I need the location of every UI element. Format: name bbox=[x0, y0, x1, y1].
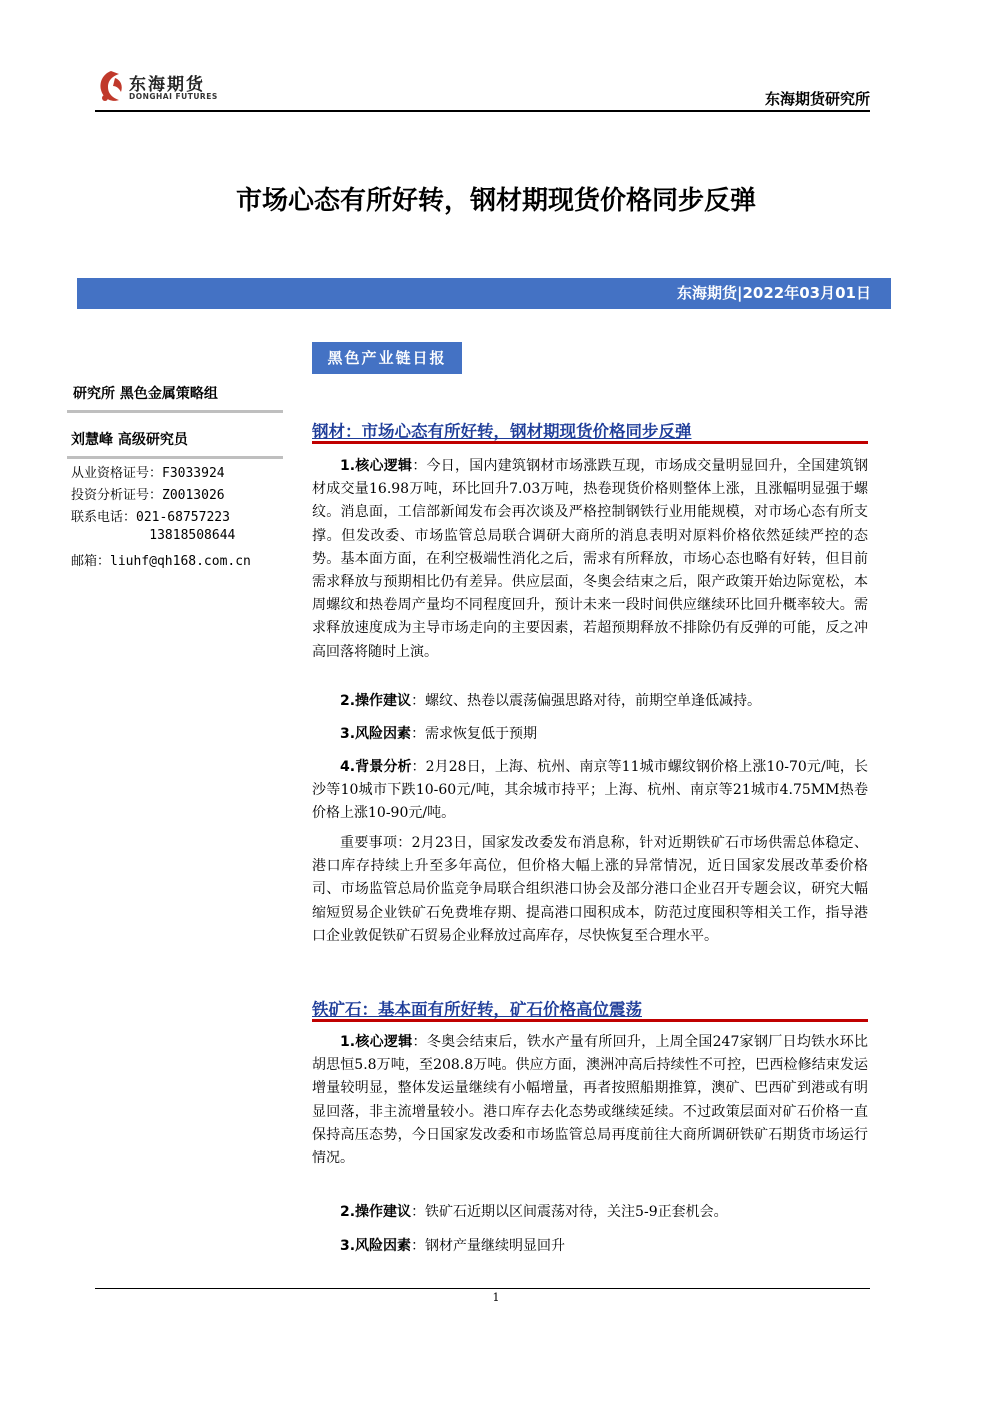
paragraph-risk bbox=[312, 723, 868, 746]
analysis-license: 投资分析证号：Z0013026 bbox=[71, 488, 225, 503]
date-banner bbox=[77, 278, 891, 309]
sidebar-divider bbox=[67, 456, 283, 459]
mobile-number: 13818508644 bbox=[71, 528, 236, 543]
paragraph-core-logic bbox=[312, 1031, 868, 1170]
section-divider bbox=[312, 441, 868, 444]
paragraph-important-events bbox=[312, 832, 868, 948]
report-type-tag: 黑色产业链日报 bbox=[312, 342, 462, 374]
paragraph-operation bbox=[312, 1201, 868, 1224]
paragraph-background bbox=[312, 756, 868, 826]
paragraph-risk bbox=[312, 1235, 868, 1258]
section-divider bbox=[312, 1019, 868, 1022]
report-date: 东海期货|2022年03月01日 bbox=[677, 284, 871, 302]
paragraph-label: 4.背景分析 bbox=[340, 759, 412, 775]
paragraph-core-logic bbox=[312, 455, 868, 664]
paragraph-text: ：冬奥会结束后，铁水产量有所回升，上周全国247家钢厂日均铁水环比胡思恒5.8万吨，至208.8万吨。供应方面，澳洲冲高后持续性不可控，巴西检修结束发运增量较明显，整体发运量继续有小幅增量，再者按照船期推算，澳矿、巴西矿到港或有明显回落，非主流增量较小。港口库存去化态势或继续延续。不过政策层面对矿石价格一直保持高压态势，今日国家发改委和市场监管总局再度前往大商所调研铁矿石期货市场运行情况。 bbox=[312, 1034, 868, 1167]
section-heading-iron-ore: 铁矿石：基本面有所好转，矿石价格高位震荡 bbox=[312, 1000, 642, 1019]
paragraph-text: ：需求恢复低于预期 bbox=[411, 726, 538, 742]
phone-number: 联系电话：021-68757223 bbox=[71, 510, 230, 525]
paragraph-label: 1.核心逻辑 bbox=[340, 1034, 413, 1050]
logo-text-cn: 东海期货 bbox=[129, 75, 205, 95]
sidebar-divider bbox=[67, 410, 283, 413]
page-number: 1 bbox=[492, 1291, 500, 1304]
paragraph-label: 1.核心逻辑 bbox=[340, 458, 413, 474]
header-org: 东海期货研究所 bbox=[764, 90, 870, 108]
paragraph-label: 3.风险因素 bbox=[340, 1238, 412, 1254]
paragraph-text: 重要事项：2月23日，国家发改委发布消息称，针对近期铁矿石市场供需总体稳定、港口库存持续上升至多年高位，但价格大幅上涨的异常情况，近日国家发展改革委价格司、市场监管总局价监竞争局联合组织港口协会及部分港口企业召开专题会议，研究大幅缩短贸易企业铁矿石免费堆存期、提高港口囤积成本，防范过度囤积等相关工作，指导港口企业敦促铁矿石贸易企业释放过高库存，尽快恢复至合理水平。 bbox=[312, 835, 868, 944]
paragraph-text: ：钢材产量继续明显回升 bbox=[411, 1238, 566, 1254]
footer-divider bbox=[95, 1288, 870, 1289]
section-heading-steel: 钢材：市场心态有所好转，钢材期现货价格同步反弹 bbox=[312, 422, 692, 441]
header-divider bbox=[95, 110, 870, 112]
paragraph-label: 2.操作建议 bbox=[340, 693, 412, 709]
company-logo bbox=[95, 68, 235, 108]
paragraph-text: ：今日，国内建筑钢材市场涨跌互现，市场成交量明显回升，全国建筑钢材成交量16.98万吨，环比回升7.03万吨，热卷现货价格则整体上涨，且涨幅明显强于螺纹。消息面，工信部新闻发布会再次谈及严格控制钢铁行业用能规模，对市场心态有所支撑。但发改委、市场监管总局联合调研大商所的消息表明对原料价格依然延续严控的态势。基本面方面，在利空极端性消化之后，需求有所释放，市场心态也略有好转，但目前需求释放与预期相比仍有差异。供应层面，冬奥会结束之后，限产政策开始边际宽松，本周螺纹和热卷周产量均不同程度回升，预计未来一段时间供应继续环比回升概率较大。需求释放速度成为主导市场走向的主要因素，若超预期释放不排除仍有反弹的可能，反之冲高回落将随时上演。 bbox=[312, 458, 869, 660]
paragraph-text: ：螺纹、热卷以震荡偏强思路对待，前期空单逢低减持。 bbox=[411, 693, 762, 709]
sidebar-department: 研究所 黑色金属策略组 bbox=[73, 386, 218, 402]
paragraph-text: ：铁矿石近期以区间震荡对待，关注5-9正套机会。 bbox=[411, 1204, 728, 1220]
paragraph-label: 3.风险因素 bbox=[340, 726, 412, 742]
paragraph-label: 2.操作建议 bbox=[340, 1204, 412, 1220]
sidebar-analyst: 刘慧峰 高级研究员 bbox=[71, 432, 188, 448]
page-title: 市场心态有所好转，钢材期现货价格同步反弹 bbox=[235, 186, 756, 216]
paragraph-operation bbox=[312, 690, 868, 713]
email-address: 邮箱：liuhf@qh168.com.cn bbox=[71, 554, 251, 569]
license-number: 从业资格证号：F3033924 bbox=[71, 466, 225, 481]
paragraph-text: ：2月28日，上海、杭州、南京等11城市螺纹钢价格上涨10-70元/吨，长沙等10城市下跌10-60元/吨，其余城市持平；上海、杭州、南京等21城市4.75MM热卷价格上涨10-90元/吨。 bbox=[312, 759, 868, 822]
logo-text-en: DONGHAI FUTURES bbox=[129, 92, 218, 101]
logo-emblem-icon bbox=[95, 68, 127, 106]
